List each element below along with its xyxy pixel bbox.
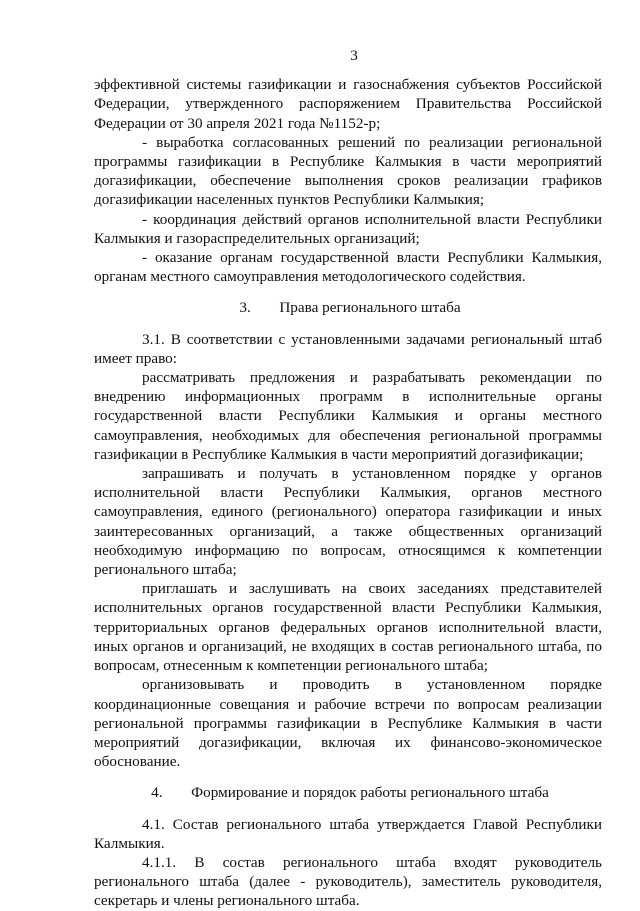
clause-4-1: 4.1. Состав регионального штаба утверждается Главой Республики Калмыкия. xyxy=(94,815,602,852)
section-4-title: Формирование и порядок работы регионального штаба xyxy=(191,784,549,802)
right-organize-meetings: организовывать и проводить в установленном порядке координационные совещания и рабочие встречи по вопросам реализации региональной программы газификации в Республике Калмыкия в части мероприятий догазификации, включая их финансово-экономическое обоснование. xyxy=(94,676,602,771)
list-item-coordination: - координация действий органов исполнительной власти Республики Калмыкия и газораспределительных организаций; xyxy=(94,210,602,247)
section-4-number: 4. xyxy=(151,784,163,802)
paragraph-continuation: эффективной системы газификации и газоснабжения субъектов Российской Федерации, утвержденного распоряжением Правительства Российской Федерации от 30 апреля 2021 года №1152-р; xyxy=(94,76,602,132)
list-item-decisions: - выработка согласованных решений по реализации региональной программы газификации в Республике Калмыкия в части мероприятий догазификации, обеспечение выполнения сроков реализации графиков догазификации населенных пунктов Республики Калмыкия; xyxy=(94,133,602,209)
clause-4-1-1: 4.1.1. В состав регионального штаба входят руководитель регионального штаба (далее - руководитель), заместитель руководителя, секретарь и члены регионального штаба. xyxy=(94,853,602,910)
right-request-information: запрашивать и получать в установленном порядке у органов исполнительной власти Республики Калмыкия, органов местного самоуправления, единого (регионального) оператора газификации и иных заинтересованных организаций, а также общественных организаций необходимую информацию по вопросам, относящимся к компетенции регионального штаба; xyxy=(94,465,602,579)
clause-3-1: 3.1. В соответствии с установленными задачами региональный штаб имеет право: xyxy=(94,330,602,367)
section-3-heading xyxy=(94,298,602,317)
section-4-heading xyxy=(94,783,602,802)
section-3-number: 3. xyxy=(239,299,251,317)
right-review-proposals: рассматривать предложения и разрабатывать рекомендации по внедрению информационных программ в исполнительные органы государственной власти Республики Калмыкия и органы местного самоуправления, необходимых для обеспечения региональной программы газификации в Республике Калмыкия в части мероприятий догазификации; xyxy=(94,369,602,463)
page-number: 3 xyxy=(350,47,358,64)
section-3-title: Права регионального штаба xyxy=(279,299,461,317)
right-invite-representatives: приглашать и заслушивать на своих заседаниях представителей исполнительных органов государственной власти Республики Калмыкия, территориальных органов федеральных органов исполнительной власти, иных органов и организаций, не входящих в состав регионального штаба, по вопросам, отнесенным к компетенции регионального штаба; xyxy=(94,580,602,675)
list-item-assistance: - оказание органам государственной власти Республики Калмыкия, органам местного самоуправления методологического содействия. xyxy=(94,249,602,286)
